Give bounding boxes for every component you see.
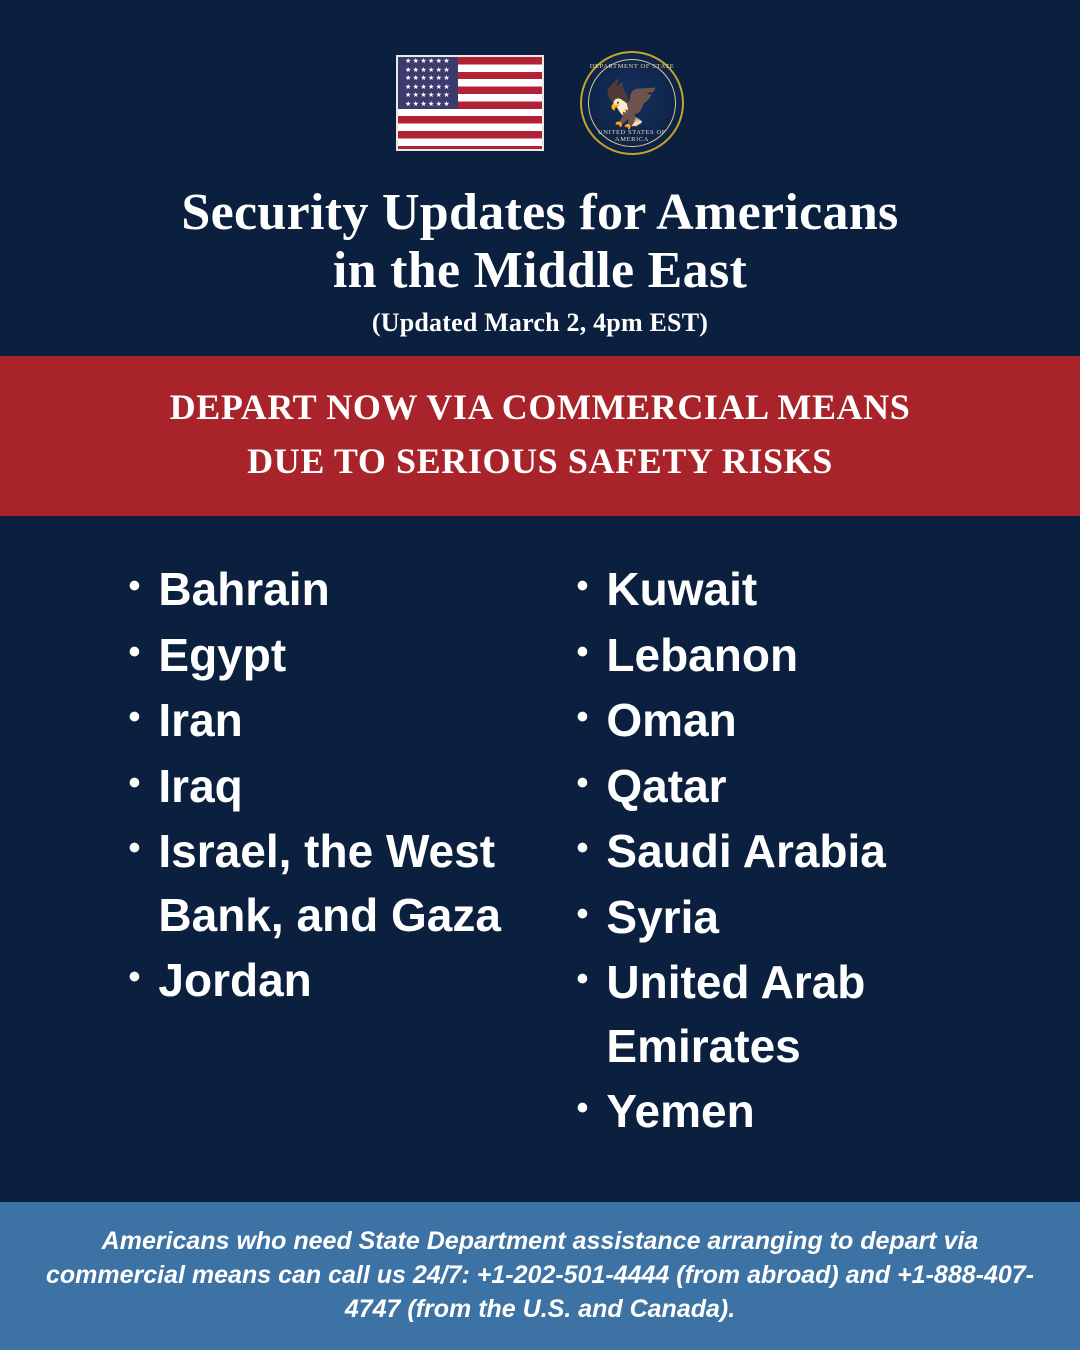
list-item bbox=[577, 820, 967, 883]
bullet-icon: • bbox=[576, 829, 589, 868]
country-name: Israel, the West Bank, and Gaza bbox=[158, 825, 501, 941]
country-name: Jordan bbox=[158, 954, 312, 1007]
country-name: Kuwait bbox=[606, 563, 758, 616]
page-subtitle: (Updated March 2, 4pm EST) bbox=[371, 308, 709, 338]
bullet-icon: • bbox=[576, 567, 589, 606]
country-name: Syria bbox=[606, 890, 719, 943]
footer-text: Americans who need State Department assistance arranging to depart via commercial means can call us 24/7: +1-202-501-4444 (from abroad) and +1-888-407-4747 (from the U.S. and Canada). bbox=[46, 1227, 1034, 1323]
list-item bbox=[129, 689, 519, 752]
us-flag-icon bbox=[396, 55, 544, 151]
list-item bbox=[577, 1080, 967, 1143]
list-item bbox=[577, 689, 967, 752]
page-title-line-1: Security Updates for Americans bbox=[181, 184, 899, 241]
footer-banner bbox=[0, 1202, 1080, 1350]
bullet-icon: • bbox=[128, 632, 141, 671]
bullet-icon: • bbox=[576, 698, 589, 737]
bullet-icon: • bbox=[128, 958, 141, 997]
country-column-right bbox=[577, 558, 967, 1192]
bullet-icon: • bbox=[576, 894, 589, 933]
alert-banner-line-1: DEPART NOW VIA COMMERCIAL MEANS bbox=[169, 387, 911, 428]
department-of-state-seal-icon bbox=[580, 51, 684, 155]
bullet-icon: • bbox=[128, 763, 141, 802]
list-item bbox=[577, 755, 967, 818]
bullet-icon: • bbox=[128, 567, 141, 606]
country-lists bbox=[0, 516, 1080, 1202]
bullet-icon: • bbox=[576, 960, 589, 999]
country-name: United Arab Emirates bbox=[606, 956, 866, 1072]
seal-text-top: DEPARTMENT OF STATE bbox=[589, 63, 675, 70]
country-name: Qatar bbox=[606, 759, 727, 812]
eagle-icon: 🦅 bbox=[603, 78, 661, 130]
seal-text-bottom: UNITED STATES OF AMERICA bbox=[598, 129, 666, 143]
bullet-icon: • bbox=[576, 1089, 589, 1128]
poster-header bbox=[0, 0, 1080, 356]
list-item bbox=[577, 886, 967, 949]
list-item bbox=[577, 951, 967, 1078]
country-name: Iran bbox=[158, 694, 243, 747]
country-name: Yemen bbox=[606, 1085, 755, 1138]
bullet-icon: • bbox=[128, 829, 141, 868]
country-name: Iraq bbox=[158, 759, 243, 812]
page-title bbox=[0, 184, 1080, 300]
alert-banner-line-2: DUE TO SERIOUS SAFETY RISKS bbox=[247, 441, 833, 482]
list-item bbox=[129, 558, 519, 621]
alert-banner bbox=[0, 356, 1080, 516]
bullet-icon: • bbox=[576, 763, 589, 802]
list-item bbox=[129, 949, 519, 1012]
bullet-icon: • bbox=[576, 632, 589, 671]
emblem-row bbox=[0, 48, 1080, 158]
list-item bbox=[577, 624, 967, 687]
list-item bbox=[129, 755, 519, 818]
country-name: Oman bbox=[606, 694, 737, 747]
bullet-icon: • bbox=[128, 698, 141, 737]
flag-stars: ★★★★★★ ★★★★★★ ★★★★★★ ★★★★★★ ★★★★★★ ★★★★★★ bbox=[404, 58, 452, 108]
list-item bbox=[577, 558, 967, 621]
country-name: Bahrain bbox=[158, 563, 330, 616]
country-name: Egypt bbox=[158, 628, 287, 681]
list-item bbox=[129, 624, 519, 687]
page-title-line-2: in the Middle East bbox=[332, 242, 748, 300]
country-column-left bbox=[129, 558, 519, 1192]
country-name: Lebanon bbox=[606, 628, 799, 681]
country-name: Saudi Arabia bbox=[606, 825, 886, 878]
list-item bbox=[129, 820, 519, 947]
